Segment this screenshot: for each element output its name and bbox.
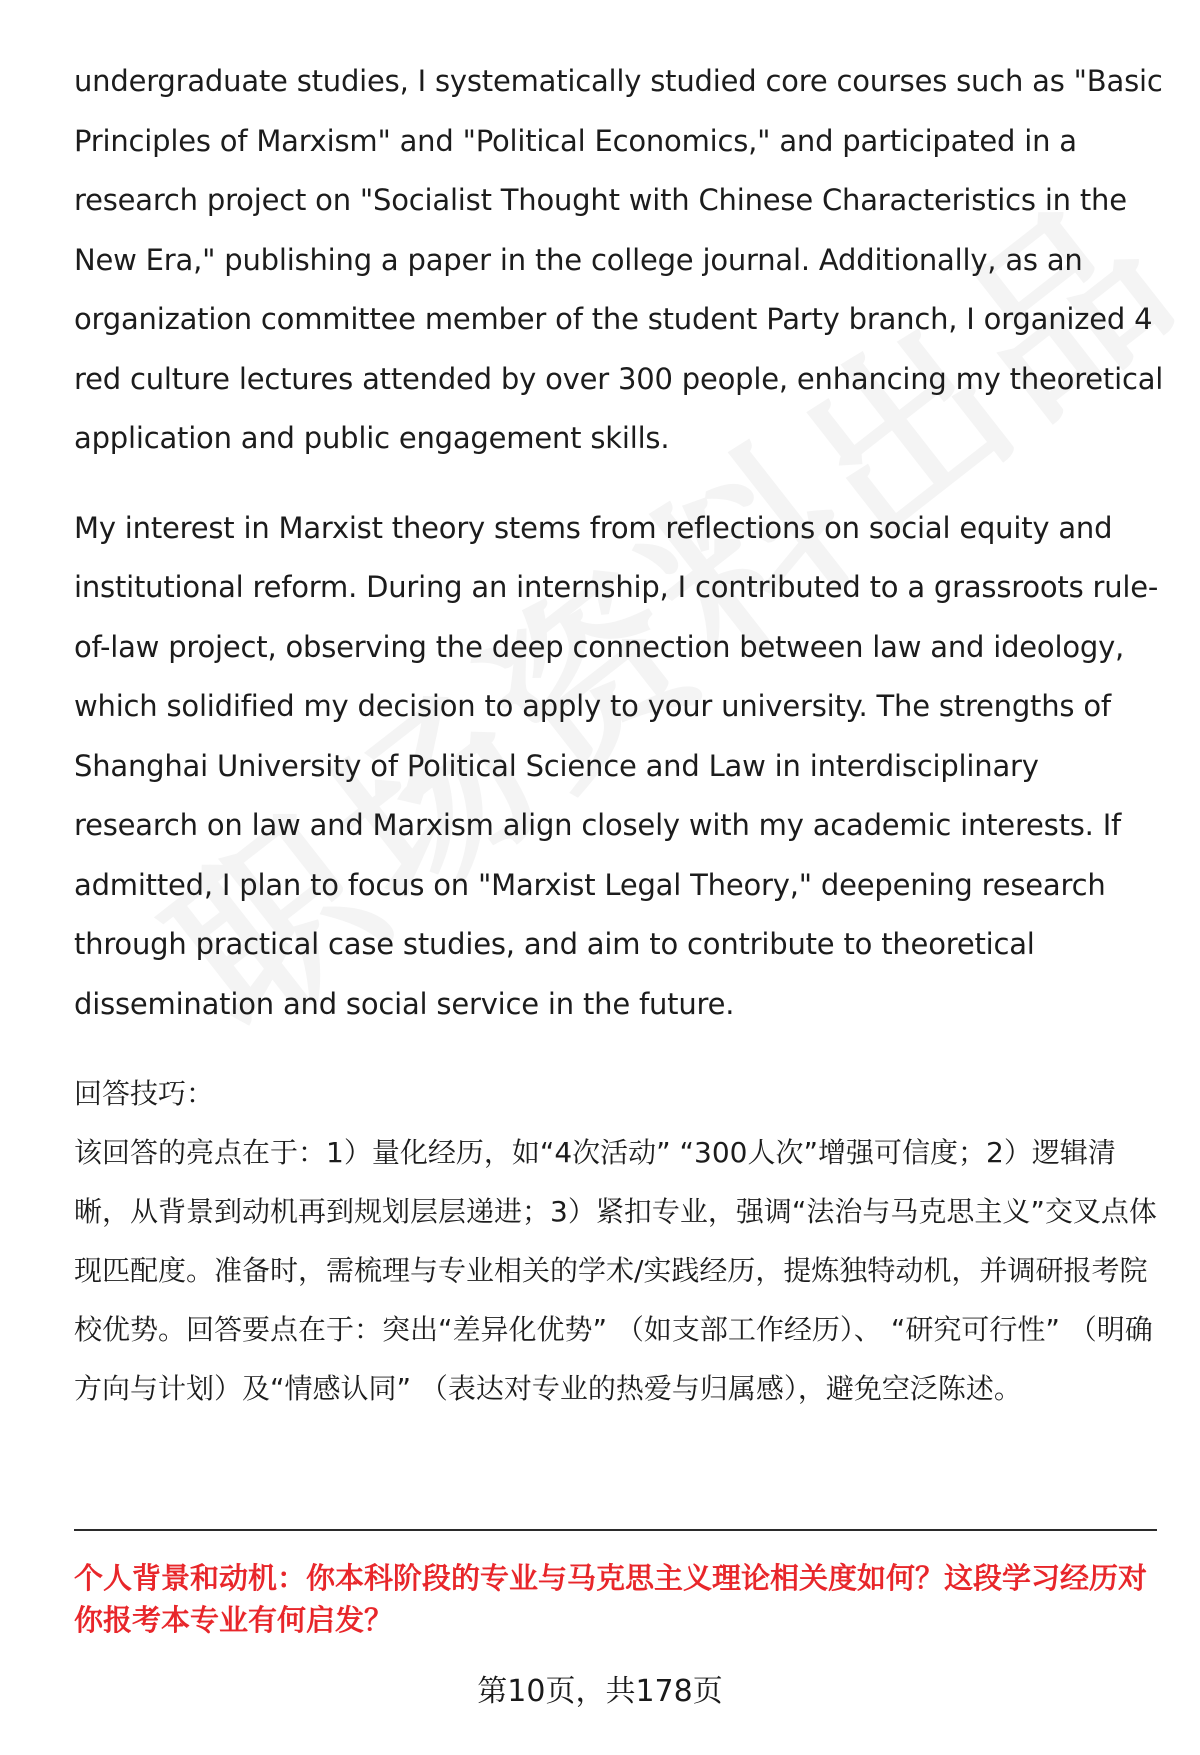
- section-divider: [74, 1529, 1157, 1531]
- answer-paragraph-2: My interest in Marxist theory stems from reflections on social equity and institutional reform. During an internship, I contributed to a grassroots rule-of-law project, observing the deep connection between law and ideology, which solidified my decision to apply to your university. The strengths of Shanghai University of Political Science and Law in interdisciplinary research on law and Marxism align closely with my academic interests. If admitted, I plan to focus on "Marxist Legal Theory," deepening research through practical case studies, and aim to contribute to theoretical dissemination and social service in the future.: [74, 510, 1159, 1021]
- answer-paragraph-1: undergraduate studies, I systematically studied core courses such as "Basic Principles of Marxism" and "Political Economics," and participated in a research project on "Socialist Thought with Chinese Characteristics in the New Era," publishing a paper in the college journal. Additionally, as an organization committee member of the student Party branch, I organized 4 red culture lectures attended by over 300 people, enhancing my theoretical application and public engagement skills.: [74, 64, 1164, 455]
- tips-body: 该回答的亮点在于：1）量化经历，如“4次活动” “300人次”增强可信度；2）逻辑清晰，从背景到动机再到规划层层递进；3）紧扣专业，强调“法治与马克思主义”交叉点体现匹配度。准备时，需梳理与专业相关的学术/实践经历，提炼独特动机，并调研报考院校优势。回答要点在于：突出“差异化优势” （如支部工作经历）、 “研究可行性” （明确方向与计划）及“情感认同” （表达对专业的热爱与归属感），避免空泛陈述。: [74, 1136, 1157, 1405]
- tips-title: 回答技巧：: [74, 1077, 215, 1110]
- question-heading: 个人背景和动机：你本科阶段的专业与马克思主义理论相关度如何？这段学习经历对你报考本专业有何启发？: [74, 1561, 1148, 1637]
- tips-section: [74, 1064, 1164, 1418]
- page-number: 第10页，共178页: [477, 1674, 723, 1709]
- page-content: [74, 52, 1164, 1418]
